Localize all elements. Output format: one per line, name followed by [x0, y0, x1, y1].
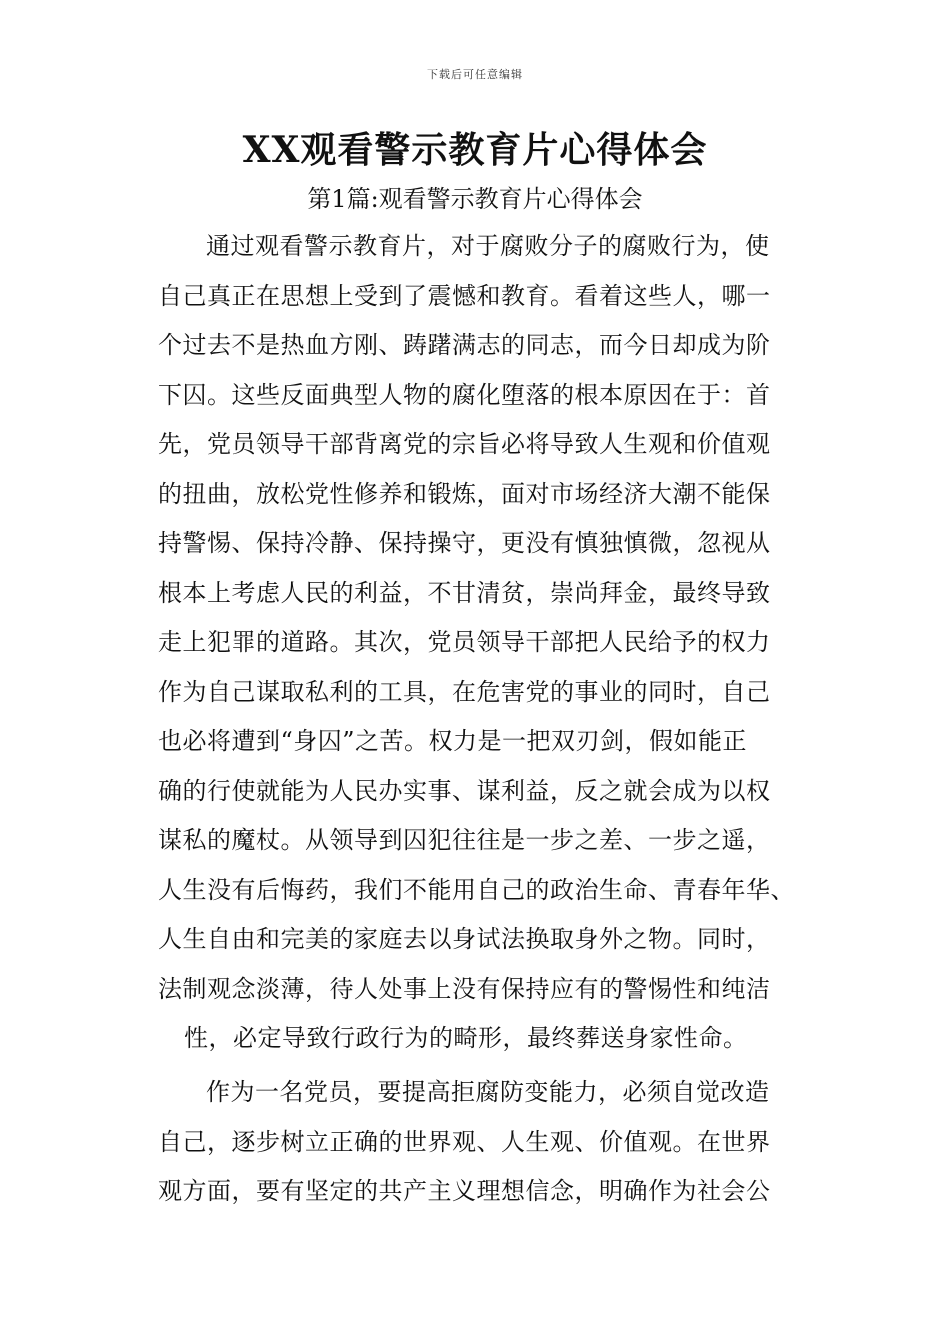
text-line: 作为自己谋取私利的工具，在危害党的事业的同时，自己	[158, 677, 771, 706]
paragraph-1	[158, 222, 798, 1064]
text-line: 的扭曲，放松党性修养和锻炼，面对市场经济大潮不能保	[158, 479, 771, 508]
text-line: 人生没有后悔药，我们不能用自己的政治生命、青春年华、	[158, 875, 795, 904]
text-line: 性，必定导致行政行为的畸形，最终葬送身家性命。	[184, 1024, 748, 1052]
text-line: 谋私的魔杖。从领导到囚犯往往是一步之差、一步之遥，	[158, 826, 771, 854]
text-line: 个过去不是热血方刚、踌躇满志的同志，而今日却成为阶	[158, 331, 771, 359]
text-line: 自己真正在思想上受到了震憾和教育。看着这些人，哪一	[158, 281, 771, 310]
text-line: 走上犯罪的道路。其次，党员领导干部把人民给予的权力	[158, 628, 771, 656]
text-line: 确的行使就能为人民办实事、谋利益，反之就会成为以权	[158, 776, 771, 805]
text-line: 自己，逐步树立正确的世界观、人生观、价值观。在世界	[158, 1127, 771, 1156]
document-subtitle: 第1篇:观看警示教育片心得体会	[307, 185, 643, 213]
document-title: XX观看警示教育片心得体会	[242, 129, 708, 171]
header-note: 下载后可任意编辑	[427, 68, 523, 81]
text-line: 下囚。这些反面典型人物的腐化堕落的根本原因在于：首	[158, 380, 771, 409]
text-line: 观方面，要有坚定的共产主义理想信念，明确作为社会公	[158, 1177, 771, 1205]
text-line: 也必将遭到“身囚”之苦。权力是一把双刃剑，假如能正	[158, 727, 748, 755]
text-line: 先，党员领导干部背离党的宗旨必将导致人生观和价值观	[158, 430, 771, 458]
text-line: 法制观念淡薄，待人处事上没有保持应有的警惕性和纯洁	[158, 974, 771, 1003]
text-line: 根本上考虑人民的利益，不甘清贫，崇尚拜金，最终导致	[158, 578, 771, 607]
text-line: 通过观看警示教育片，对于腐败分子的腐败行为，使	[206, 232, 770, 260]
text-line: 人生自由和完美的家庭去以身试法换取身外之物。同时，	[158, 925, 771, 953]
text-line: 持警惕、保持冷静、保持操守，更没有慎独慎微，忽视从	[158, 529, 771, 557]
paragraph-2	[158, 1068, 798, 1217]
text-line: 作为一名党员，要提高拒腐防变能力，必须自觉改造	[206, 1078, 770, 1106]
